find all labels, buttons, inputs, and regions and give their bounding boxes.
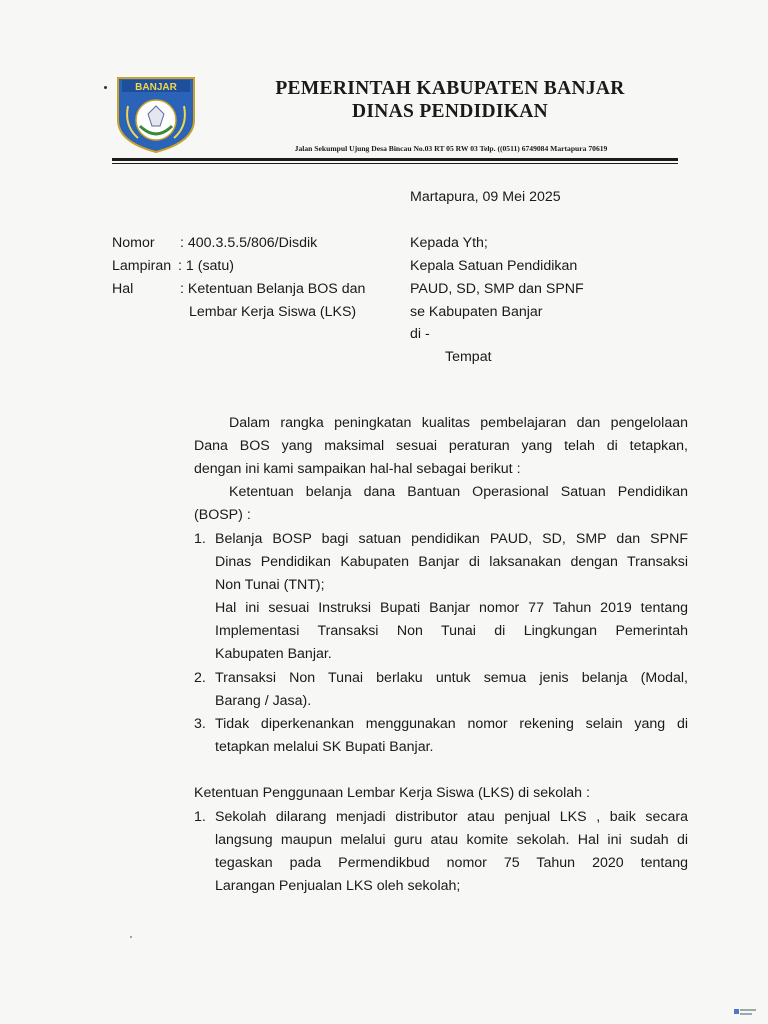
recipient-di: di - (410, 326, 430, 342)
lampiran-label: Lampiran (112, 258, 172, 274)
intro-line: dengan ini kami sampaikan hal-hal sebagai berikut : (194, 461, 521, 477)
list-item-line: tegaskan pada Permendikbud nomor 75 Tahun 2020 tentang (215, 855, 688, 871)
recipient-line: Kepada Yth; (410, 235, 488, 251)
list-number: 1. (194, 809, 206, 825)
list-item-line: Dinas Pendidikan Kabupaten Banjar di laksanakan dengan Transaksi (215, 554, 688, 570)
intro-line: Dana BOS yang maksimal sesuai peraturan yang telah di tetapkan, (194, 438, 688, 454)
list-number: 1. (194, 531, 206, 547)
logo-text: BANJAR (135, 82, 177, 93)
letter-date: Martapura, 09 Mei 2025 (410, 189, 561, 205)
letterhead-title: PEMERINTAH KABUPATEN BANJAR (275, 78, 625, 99)
nomor-label: Nomor (112, 235, 155, 251)
list-item-line: Barang / Jasa). (215, 693, 312, 709)
list-item-line: Implementasi Transaksi Non Tunai di Lingkungan Pemerintah (215, 623, 688, 639)
lks-heading: Ketentuan Penggunaan Lembar Kerja Siswa (LKS) di sekolah : (194, 785, 590, 801)
list-number: 2. (194, 670, 206, 686)
list-item-line: Belanja BOSP bagi satuan pendidikan PAUD, SD, SMP dan SPNF (215, 531, 688, 547)
lampiran-value: : 1 (satu) (178, 258, 234, 274)
list-item-line: Tidak diperkenankan menggunakan nomor rekening selain yang di (215, 716, 688, 732)
list-item-line: Larangan Penjualan LKS oleh sekolah; (215, 878, 461, 894)
banjar-regency-logo (114, 76, 198, 154)
letterhead-address: Jalan Sekumpul Ujung Desa Bincau No.03 RT 05 RW 03 Telp. ((0511) 6749084 Martapura 70619 (294, 144, 608, 153)
hal-value-line1: : Ketentuan Belanja BOS dan (180, 281, 366, 297)
recipient-line: Kepala Satuan Pendidikan (410, 258, 578, 274)
list-item-line: tetapkan melalui SK Bupati Banjar. (215, 739, 434, 755)
list-item-line: Kabupaten Banjar. (215, 646, 332, 662)
intro-line: Dalam rangka peningkatan kualitas pembelajaran dan pengelolaan (229, 415, 688, 431)
list-item-line: langsung maupun melalui guru atau komite sekolah. Hal ini sudah di (215, 832, 688, 848)
letterhead-divider-thin (112, 163, 678, 164)
scanner-watermark (734, 1008, 756, 1018)
bosp-heading: Ketentuan belanja dana Bantuan Operasional Satuan Pendidikan (229, 484, 688, 500)
hal-label: Hal (112, 281, 134, 297)
nomor-value: : 400.3.5.5/806/Disdik (180, 235, 318, 251)
letterhead-divider (112, 158, 678, 161)
list-number: 3. (194, 716, 206, 732)
recipient-line: se Kabupaten Banjar (410, 304, 543, 320)
list-item-line: Sekolah dilarang menjadi distributor atau penjual LKS , baik secara (215, 809, 688, 825)
list-item-line: Transaksi Non Tunai berlaku untuk semua jenis belanja (Modal, (215, 670, 688, 686)
letterhead-subtitle: DINAS PENDIDIKAN (351, 101, 549, 122)
recipient-line: PAUD, SD, SMP dan SPNF (410, 281, 584, 297)
recipient-tempat: Tempat (445, 349, 492, 365)
list-item-line: Hal ini sesuai Instruksi Bupati Banjar nomor 77 Tahun 2019 tentang (215, 600, 688, 616)
hal-value-line2: Lembar Kerja Siswa (LKS) (189, 304, 357, 320)
list-item-line: Non Tunai (TNT); (215, 577, 325, 593)
bosp-heading: (BOSP) : (194, 507, 251, 523)
